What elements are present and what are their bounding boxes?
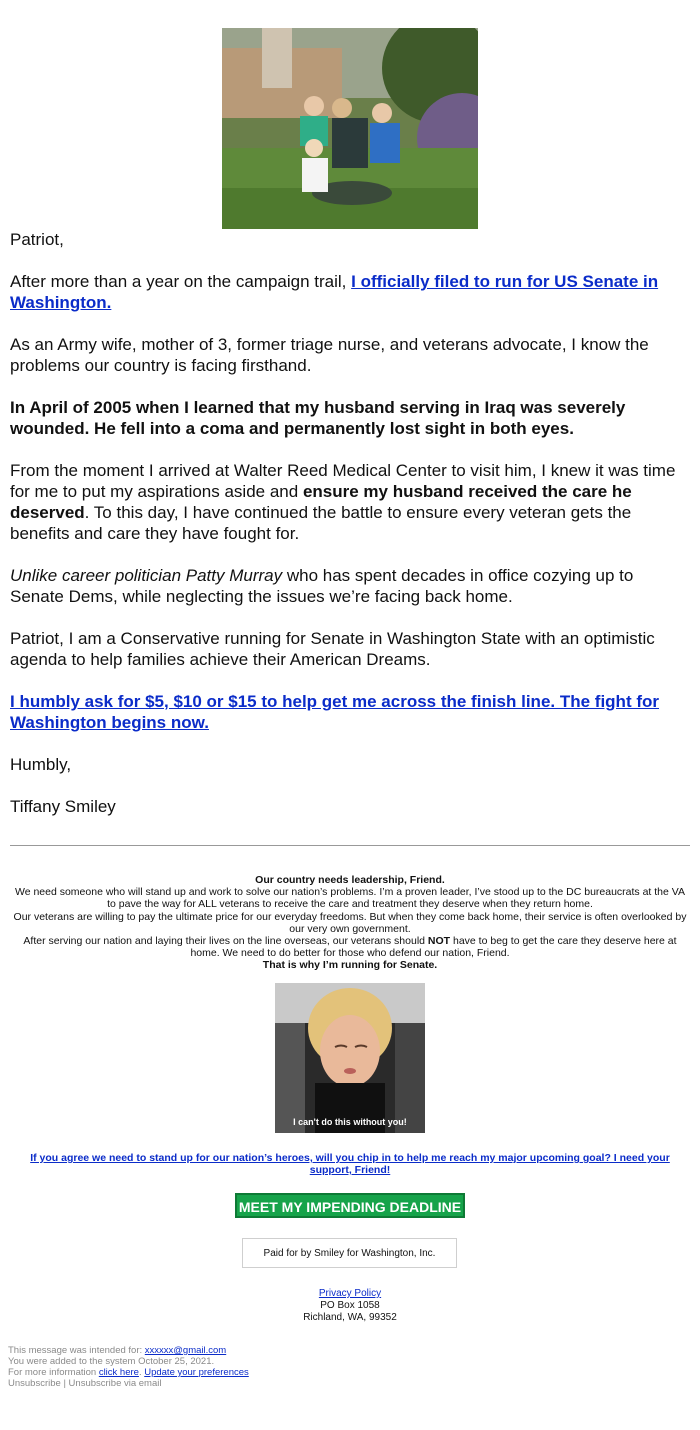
recipient-email-link[interactable]: xxxxxx@gmail.com (144, 1345, 227, 1356)
filed-link[interactable]: I officially filed to run for US Senate in Washington. (10, 272, 659, 312)
paragraph-walter-reed (10, 460, 690, 544)
hero-family-photo (222, 28, 478, 229)
leadership-closing (10, 959, 690, 971)
greeting: Patriot, (10, 230, 64, 249)
leadership-heading (10, 874, 690, 886)
divider (10, 845, 690, 846)
letter-body (10, 229, 690, 838)
signoff: Humbly, (10, 755, 72, 774)
line-3-a: After serving our nation and laying their lives on the line overseas, our veterans should (23, 935, 428, 948)
deadline-cta-button[interactable]: MEET MY IMPENDING DEADLINE (235, 1193, 465, 1218)
line-3-b: have to beg to get the care they deserve here at home. We need to do better for those who defend our nation, Friend. (190, 935, 677, 960)
address-line-1: PO Box 1058 (320, 1300, 380, 1311)
support-ask-link[interactable]: If you agree we need to stand up for our nation’s heroes, will you chip in to help me reach my major upcoming goal? I need your support, Friend! (30, 1152, 670, 1176)
paragraph-husband (10, 397, 690, 439)
paragraph-background: As an Army wife, mother of 3, former triage nurse, and veterans advocate, I know the problems our country is facing firsthand. (10, 335, 649, 375)
signature: Tiffany Smiley (10, 797, 116, 816)
click-here-link[interactable]: click here (98, 1367, 139, 1378)
leadership-line-2: Our veterans are willing to pay the ultimate price for our everyday freedoms. But when they come back home, their service is often overlooked by our very own government. (13, 910, 687, 935)
intended-label: This message was intended for: (8, 1345, 145, 1356)
murray-italic: Unlike career politician Patty Murray (10, 566, 283, 585)
leadership-line-3 (10, 935, 690, 959)
paragraph-agenda: Patriot, I am a Conservative running for Senate in Washington State with an optimistic agenda to help families achieve their American Dreams. (10, 629, 655, 669)
leadership-line-1: We need someone who will stand up and work to solve our nation’s problems. I’m a proven leader, I’ve stood up to the DC bureaucrats at the VA to pave the way for ALL veterans to receive the care and treatment they deserve when they return home. (14, 886, 686, 911)
leadership-heading-text: Our country needs leadership, Friend. (255, 874, 445, 886)
privacy-policy-link[interactable]: Privacy Policy (318, 1288, 382, 1299)
address-line-2: Richland, WA, 99352 (303, 1312, 397, 1323)
filed-text: After more than a year on the campaign trail, (10, 272, 352, 291)
intended-line (8, 1345, 408, 1356)
paid-for-box: Paid for by Smiley for Washington, Inc. (242, 1238, 457, 1268)
video-thumbnail[interactable] (275, 983, 425, 1133)
video-caption: I can't do this without you! (293, 1117, 407, 1127)
update-preferences-link[interactable]: Update your preferences (144, 1367, 249, 1378)
murray-rest: who has spent decades in office cozying up to Senate Dems, while neglecting the issues we’re facing back home. (10, 566, 634, 606)
separator: . (138, 1367, 145, 1378)
paragraph-ask (10, 691, 690, 733)
walter-reed-text-a: From the moment I arrived at Walter Reed Medical Center to visit him, I knew it was time for me to put my aspirations aside and (10, 461, 676, 501)
mailing-address (200, 1288, 500, 1324)
email-footer (8, 1345, 408, 1389)
donate-ask-link[interactable]: I humbly ask for $5, $10 or $15 to help get me across the finish line. The fight for Washington begins now. (10, 692, 659, 732)
line-3-not: NOT (427, 935, 451, 948)
walter-reed-text-b: . To this day, I have continued the battle to ensure every veteran gets the benefits and care they have fought for. (10, 503, 632, 543)
more-info-label: For more information (8, 1367, 99, 1378)
more-info-line (8, 1367, 408, 1378)
paragraph-murray (10, 565, 690, 607)
husband-bold-text: In April of 2005 when I learned that my husband serving in Iraq was severely wounded. He fell into a coma and permanently lost sight in both eyes. (10, 398, 626, 438)
support-ask (10, 1152, 690, 1176)
leadership-closing-text: That is why I’m running for Senate. (262, 959, 438, 972)
walter-reed-bold: ensure my husband received the care he deserved (10, 482, 632, 522)
paragraph-filed (10, 271, 690, 313)
leadership-section (10, 874, 690, 972)
unsubscribe-line[interactable]: Unsubscribe | Unsubscribe via email (8, 1378, 162, 1389)
added-line: You were added to the system October 25, 2021. (8, 1356, 215, 1367)
